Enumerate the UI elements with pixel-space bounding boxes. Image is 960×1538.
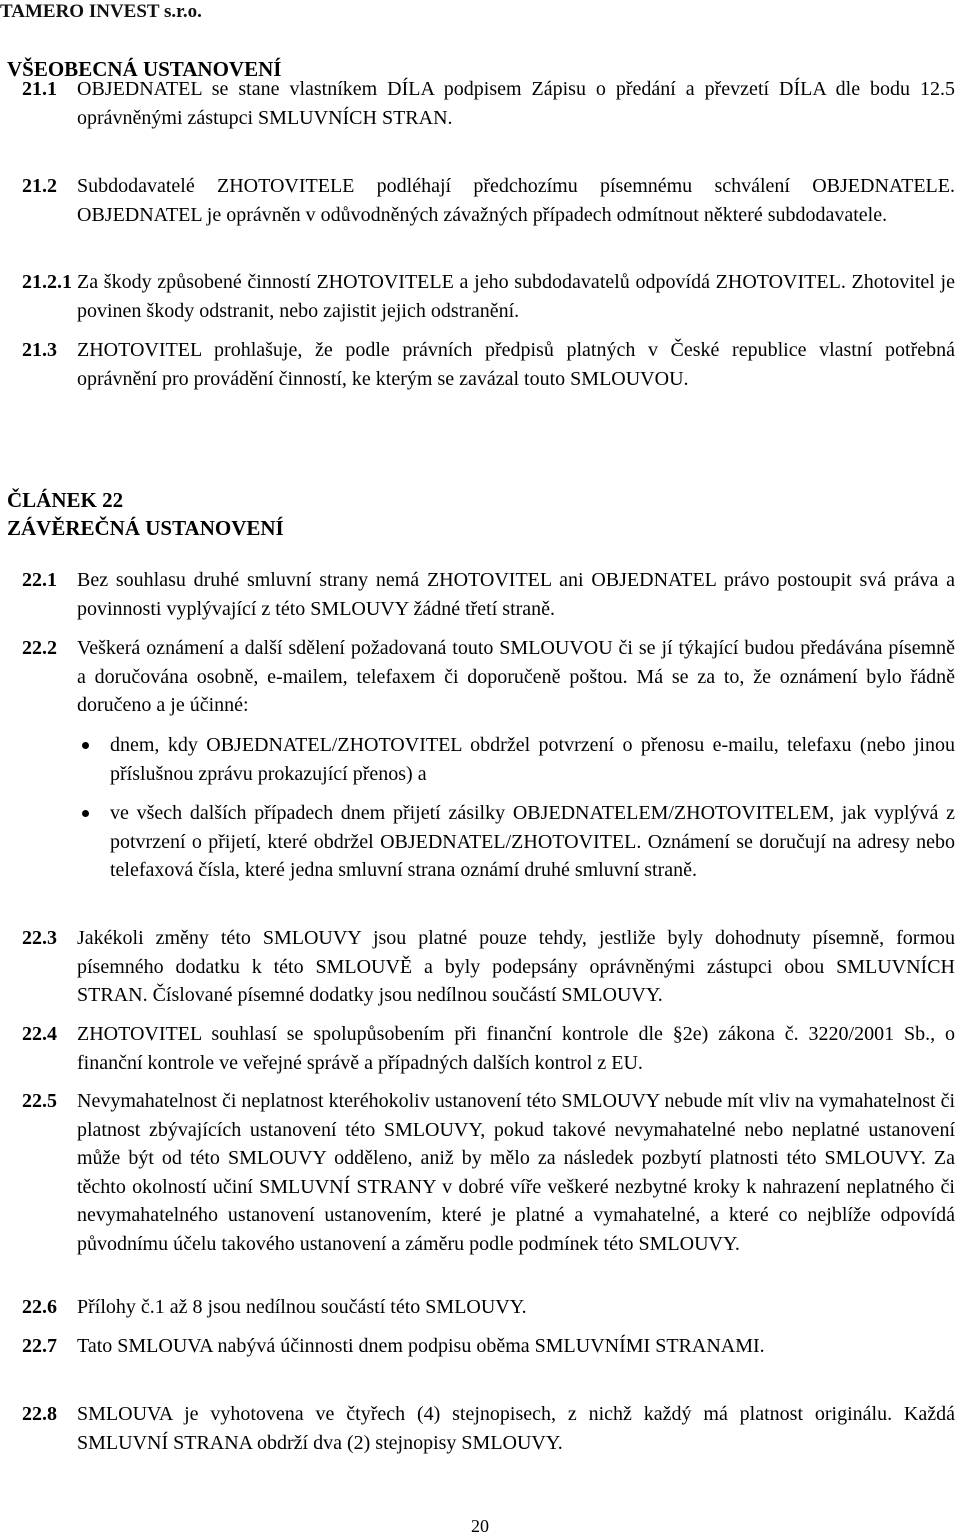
clause-text: Za škody způsobené činností ZHOTOVITELE a jeho subdodavatelů odpovídá ZHOTOVITEL. Zhotovitel je povinen škody odstranit, nebo zajistit jejich odstranění. (77, 271, 955, 322)
clause-text: Veškerá oznámení a další sdělení požadovaná touto SMLOUVOU či se jí týkající budou předávána písemně a doručována osobně, e-mailem, telefaxem či doporučeně poštou. Má se za to, že oznámení bylo řádně doručeno a je účinné: (77, 637, 955, 716)
clause-22-1 (22, 566, 955, 623)
section-heading-final: ZÁVĚREČNÁ USTANOVENÍ (7, 516, 284, 540)
clause-22-3 (22, 924, 955, 1010)
clause-text: ZHOTOVITEL prohlašuje, že podle právních předpisů platných v České republice vlastní potřebná oprávnění pro provádění činností, ke kterým se zavázal touto SMLOUVOU. (77, 339, 955, 390)
list-item-text: ve všech dalších případech dnem přijetí zásilky OBJEDNATELEM/ZHOTOVITELEM, jak vyplývá z potvrzení o přijetí, které obdržel OBJEDNATEL/ZHOTOVITEL. Oznámení se doručují na adresy nebo telefaxová čísla, které jedna smluvní strana oznámí druhé smluvní straně. (110, 802, 955, 881)
clause-number: 22.8 (22, 1403, 57, 1425)
clause-number: 21.3 (22, 339, 57, 361)
clause-text: OBJEDNATEL se stane vlastníkem DÍLA podpisem Zápisu o předání a převzetí DÍLA dle bodu 12.5 oprávněnými zástupci SMLUVNÍCH STRAN. (77, 78, 955, 129)
clause-number: 21.2.1 (22, 271, 72, 293)
clause-text: Přílohy č.1 až 8 jsou nedílnou součástí této SMLOUVY. (77, 1296, 527, 1318)
page-number: 20 (471, 1516, 489, 1536)
list-item (82, 799, 955, 885)
clause-text: Tato SMLOUVA nabývá účinnosti dnem podpisu oběma SMLUVNÍMI STRANAMI. (77, 1335, 765, 1357)
clause-number: 22.7 (22, 1335, 57, 1357)
clause-number: 22.6 (22, 1296, 57, 1318)
bullet-icon (82, 810, 89, 817)
section-heading-general: VŠEOBECNÁ USTANOVENÍ (7, 57, 282, 81)
clause-21-3 (22, 336, 955, 393)
clause-number: 21.2 (22, 175, 57, 197)
clause-text: ZHOTOVITEL souhlasí se spolupůsobením při finanční kontrole dle §2e) zákona č. 3220/2001 Sb., o finanční kontrole ve veřejné správě a případných dalších kontrol z EU. (77, 1023, 955, 1074)
clause-22-8 (22, 1400, 955, 1457)
company-name: TAMERO INVEST s.r.o. (0, 1, 202, 22)
clause-22-5 (22, 1087, 955, 1258)
clause-text: Nevymahatelnost či neplatnost kteréhokoliv ustanovení této SMLOUVY nebude mít vliv na vymahatelnost či platnost zbývajících ustanovení této SMLOUVY, pokud takové nevymahatelné nebo neplatné ustanovení může být od této SMLOUVY odděleno, aniž by mělo za následek pozbytí platnosti této SMLOUVY. Za těchto okolností učiní SMLUVNÍ STRANY v dobré víře veškeré nezbytné kroky k nahrazení neplatného či nevymahatelného ustanovení ustanovením, které je platné a vymahatelné, a které co nejblíže odpovídá původnímu účelu takového ustanovení a záměru podle podmínek této SMLOUVY. (77, 1090, 955, 1255)
clause-number: 22.4 (22, 1023, 57, 1045)
clause-21-2 (22, 172, 955, 229)
clause-text: SMLOUVA je vyhotovena ve čtyřech (4) stejnopisech, z nichž každý má platnost originálu. Každá SMLUVNÍ STRANA obdrží dva (2) stejnopisy SMLOUVY. (77, 1403, 955, 1454)
clause-text: Subdodavatelé ZHOTOVITELE podléhají předchozímu písemnému schválení OBJEDNATELE. OBJEDNATEL je oprávněn v odůvodněných závažných případech odmítnout některé subdodavatele. (77, 175, 955, 226)
clause-22-2 (22, 634, 955, 720)
clause-number: 22.2 (22, 637, 57, 659)
bullet-icon (82, 742, 89, 749)
clause-number: 21.1 (22, 78, 57, 100)
clause-22-4 (22, 1020, 955, 1077)
clause-number: 22.3 (22, 927, 57, 949)
list-item (82, 731, 955, 788)
clause-21-2-1 (22, 268, 955, 325)
clause-22-7 (22, 1332, 955, 1361)
list-item-text: dnem, kdy OBJEDNATEL/ZHOTOVITEL obdržel potvrzení o přenosu e-mailu, telefaxu (nebo jinou příslušnou zprávu prokazující přenos) a (110, 734, 955, 785)
clause-text: Jakékoli změny této SMLOUVY jsou platné pouze tehdy, jestliže byly dohodnuty písemně, formou písemného dodatku k této SMLOUVĚ a byly podepsány oprávněnými zástupci obou SMLUVNÍCH STRAN. Číslované písemné dodatky jsou nedílnou součástí SMLOUVY. (77, 927, 955, 1006)
article-number: ČLÁNEK 22 (7, 488, 124, 512)
clause-text: Bez souhlasu druhé smluvní strany nemá ZHOTOVITEL ani OBJEDNATEL právo postoupit svá práva a povinnosti vyplývající z této SMLOUVY žádné třetí straně. (77, 569, 955, 620)
clause-number: 22.5 (22, 1090, 57, 1112)
clause-number: 22.1 (22, 569, 57, 591)
clause-21-1 (22, 75, 955, 132)
clause-22-6 (22, 1293, 955, 1322)
